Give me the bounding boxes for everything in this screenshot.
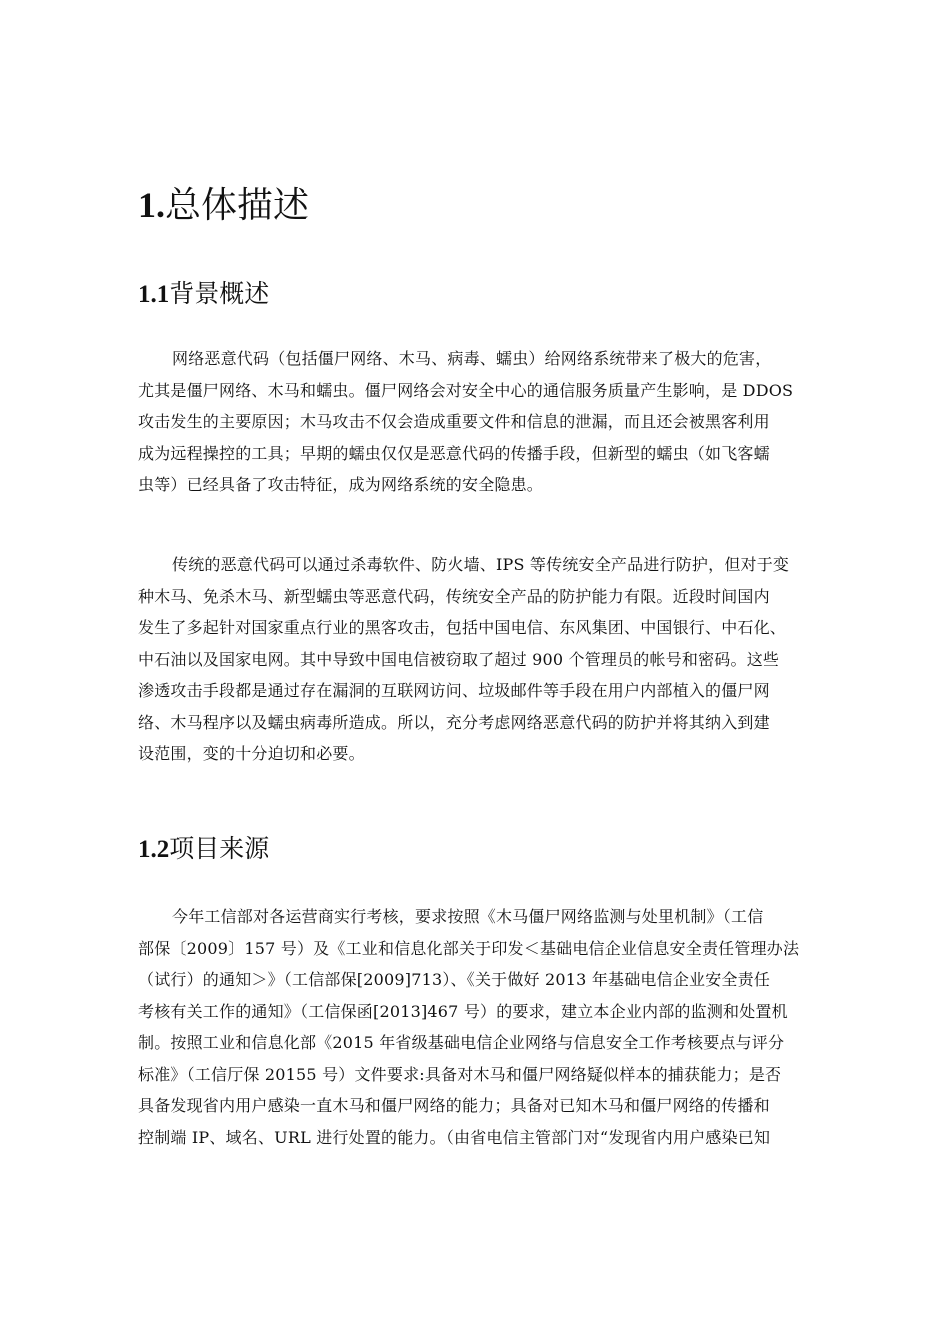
- section-title: 背景概述: [169, 279, 270, 308]
- text-line: 渗透攻击手段都是通过存在漏洞的互联网访问、垃圾邮件等手段在用户内部植入的僵尸网: [138, 681, 770, 700]
- text-line: 网络恶意代码（包括僵尸网络、木马、病毒、蠕虫）给网络系统带来了极大的危害，: [172, 349, 772, 368]
- text-line: （试行）的通知＞》（工信部保[2009]713）、《关于做好 2013 年基础电信企业安全责任: [138, 970, 771, 989]
- text-line: 传统的恶意代码可以通过杀毒软件、防火墙、IPS 等传统安全产品进行防护，但对于变: [172, 555, 790, 574]
- section-heading-1-1: [138, 276, 269, 313]
- section-heading-1-2: [138, 831, 269, 868]
- text-line: 标准》（工信厅保 20155 号）文件要求:具备对木马和僵尸网络疑似样本的捕获能力；是否: [138, 1064, 782, 1084]
- text-line: 种木马、免杀木马、新型蠕虫等恶意代码，传统安全产品的防护能力有限。近段时间国内: [138, 586, 770, 606]
- text-line: 部保〔2009〕157 号）及《工业和信息化部关于印发＜基础电信企业信息安全责任管理办法: [138, 938, 800, 958]
- paragraph-background-2: [138, 549, 818, 770]
- chapter-number: 1.: [138, 185, 165, 225]
- chapter-title: 总体描述: [165, 185, 310, 226]
- section-title: 项目来源: [169, 834, 270, 863]
- text-line: 发生了多起针对国家重点行业的黑客攻击，包括中国电信、东风集团、中国银行、中石化、: [138, 618, 787, 637]
- text-line: 具备发现省内用户感染一直木马和僵尸网络的能力；具备对已知木马和僵尸网络的传播和: [138, 1096, 770, 1115]
- section-number: 1.1: [138, 281, 170, 308]
- paragraph-project-source: [138, 901, 818, 1153]
- text-line: 络、木马程序以及蠕虫病毒所造成。所以，充分考虑网络恶意代码的防护并将其纳入到建: [138, 712, 770, 732]
- text-line: 控制端 IP、域名、URL 进行处置的能力。（由省电信主管部门对“发现省内用户感染已知: [138, 1127, 771, 1147]
- text-line: 中石油以及国家电网。其中导致中国电信被窃取了超过 900 个管理员的帐号和密码。这些: [138, 649, 780, 669]
- paragraph-background-1: [138, 343, 818, 501]
- section-number: 1.2: [138, 836, 170, 863]
- text-line: 考核有关工作的通知》（工信保函[2013]467 号）的要求，建立本企业内部的监测和处置机: [138, 1001, 788, 1021]
- text-line: 虫等）已经具备了攻击特征，成为网络系统的安全隐患。: [138, 475, 544, 494]
- text-line: 成为远程操控的工具；早期的蠕虫仅仅是恶意代码的传播手段，但新型的蠕虫（如飞客蠕: [138, 443, 770, 463]
- text-line: 制。按照工业和信息化部《2015 年省级基础电信企业网络与信息安全工作考核要点与评分: [138, 1033, 785, 1052]
- text-line: 今年工信部对各运营商实行考核，要求按照《木马僵尸网络监测与处里机制》（工信: [172, 907, 764, 926]
- text-line: 尤其是僵尸网络、木马和蠕虫。僵尸网络会对安全中心的通信服务质量产生影响，是 DDOS: [138, 380, 794, 400]
- text-line: 设范围，变的十分迫切和必要。: [138, 744, 365, 763]
- text-line: 攻击发生的主要原因；木马攻击不仅会造成重要文件和信息的泄漏，而且还会被黑客利用: [138, 412, 770, 431]
- chapter-heading: [138, 180, 309, 231]
